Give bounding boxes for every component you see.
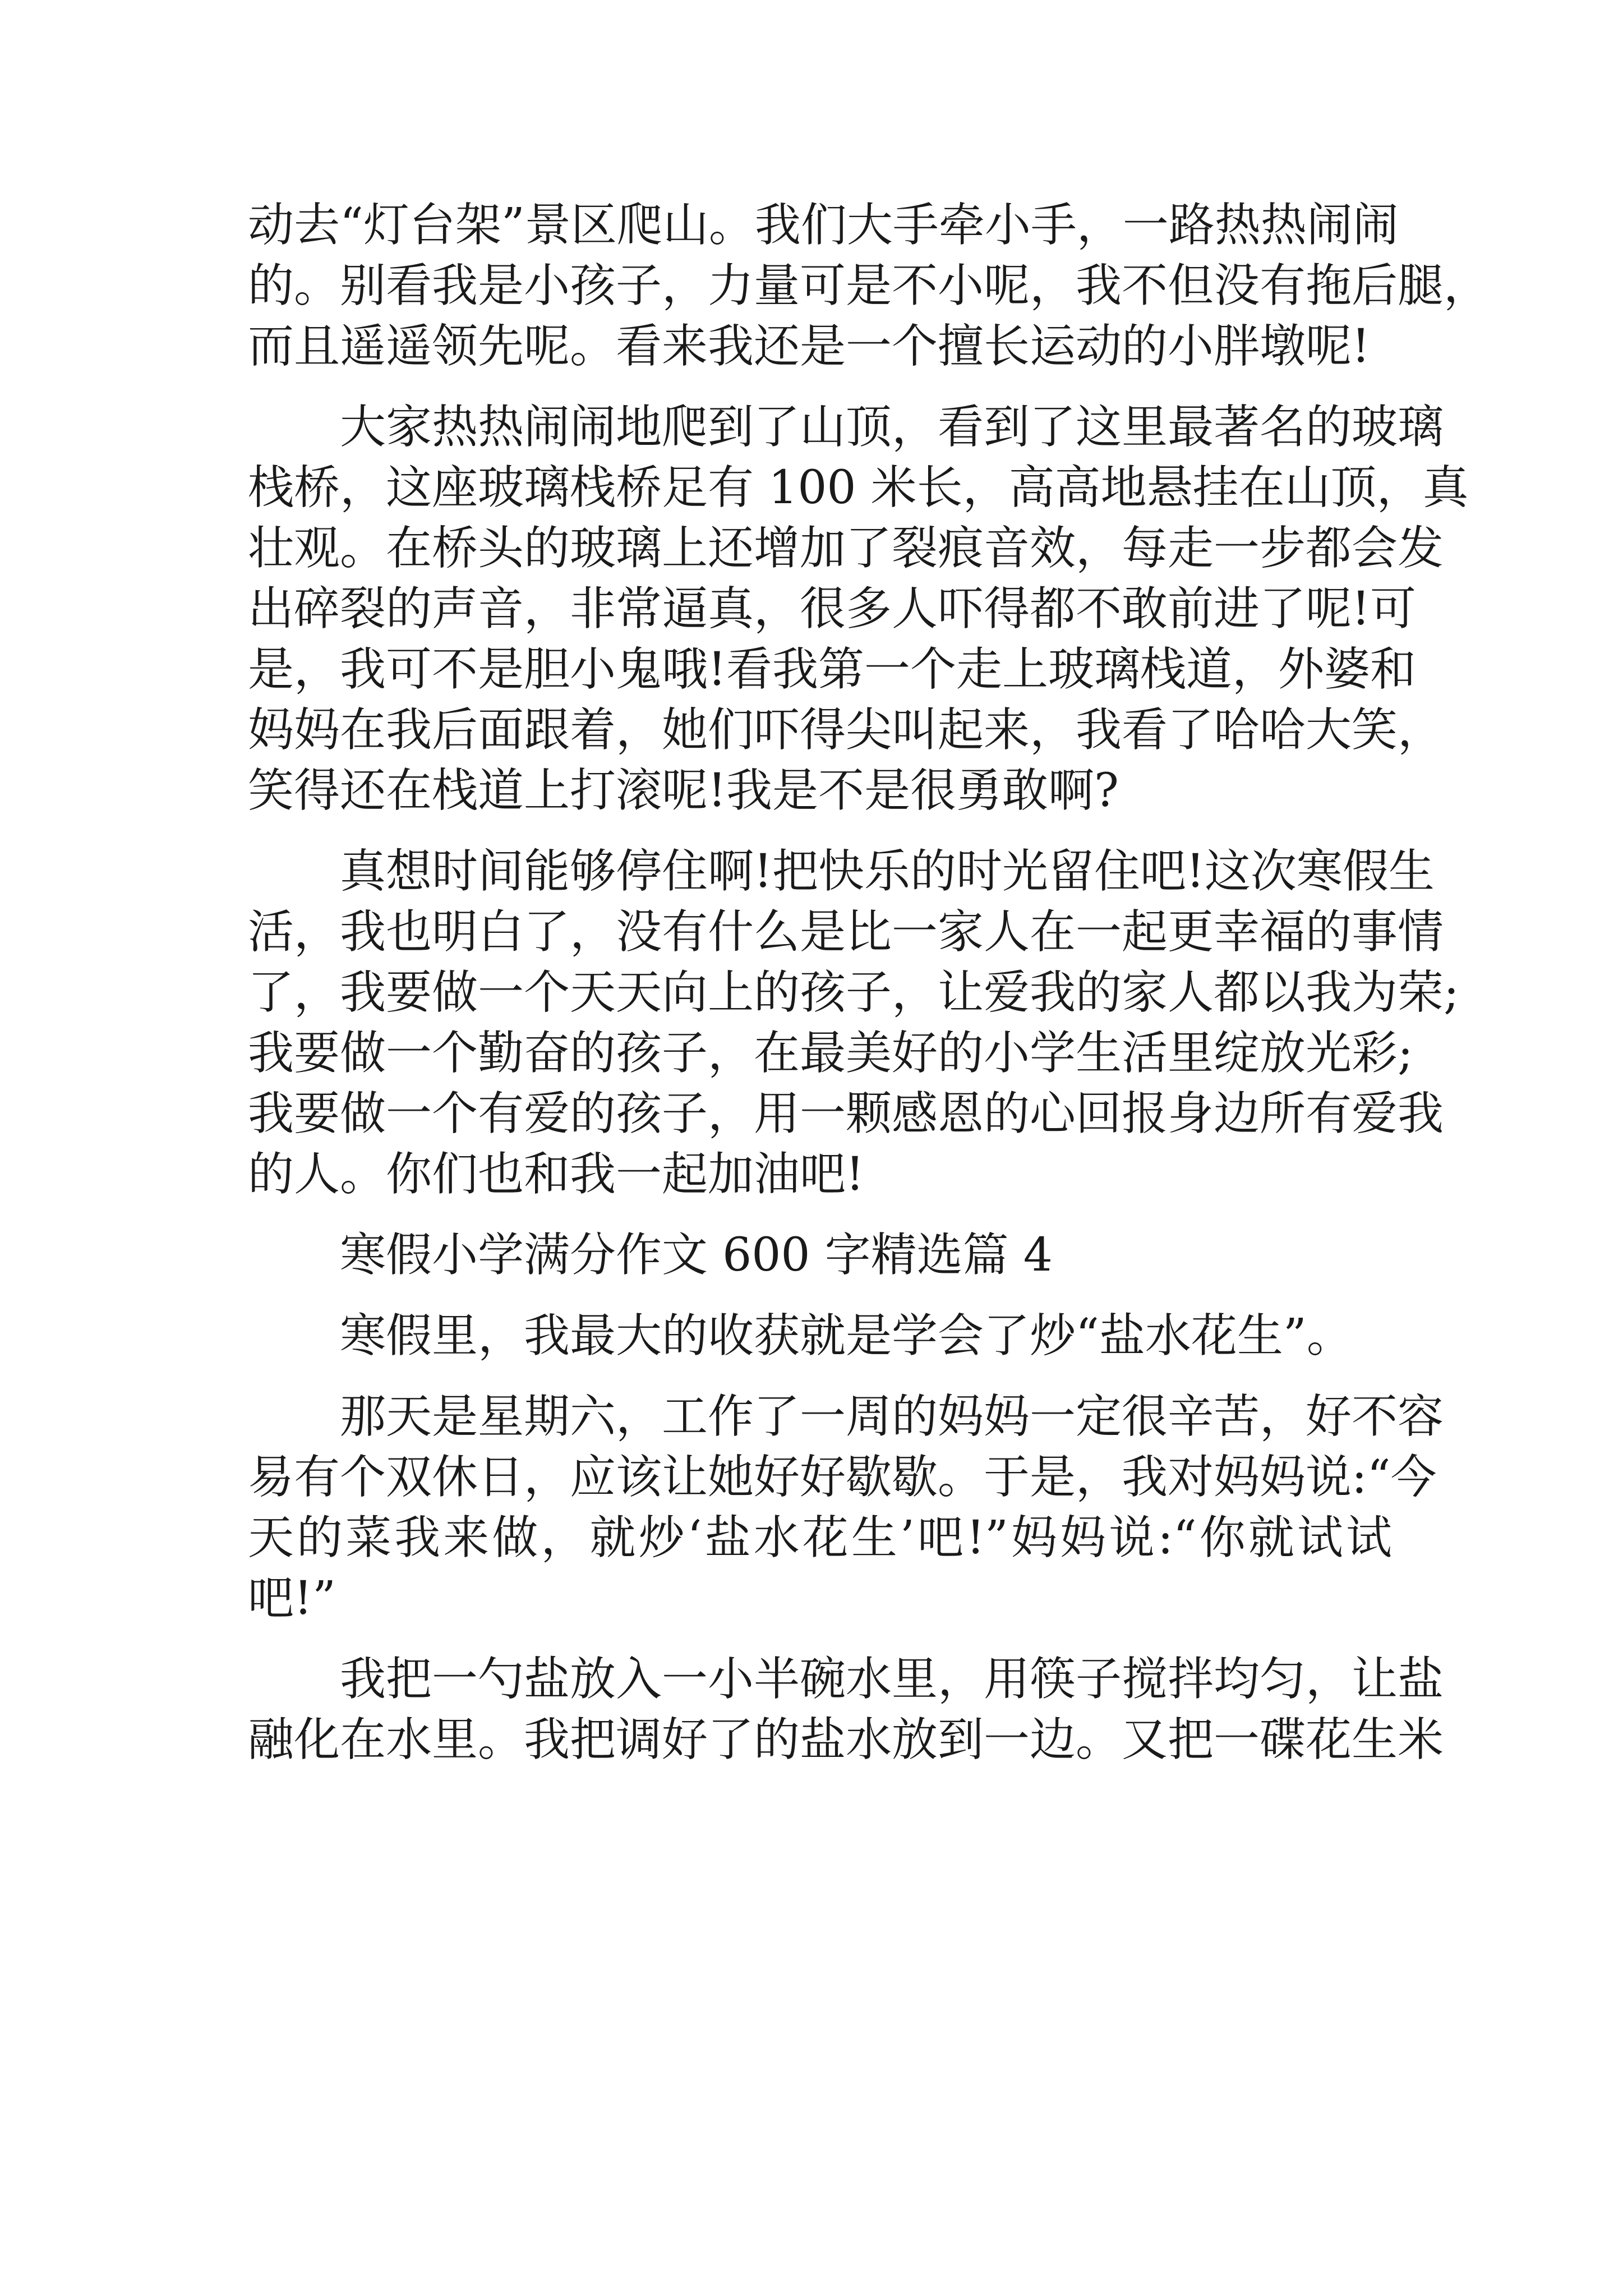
text-line: 壮观。在桥头的玻璃上还增加了裂痕音效，每走一步都会发 [248,522,1444,575]
text-line: 我把一勺盐放入一小半碗水里，用筷子搅拌均匀，让盐 [340,1653,1444,1706]
text-line: 了，我要做一个天天向上的孩子，让爱我的家人都以我为荣; [248,966,1459,1019]
text-line: 活，我也明白了，没有什么是比一家人在一起更幸福的事情 [248,905,1444,959]
text-line: 天的菜我来做，就炒‘盐水花生’吧!”妈妈说:“你就试试 [248,1511,1392,1565]
paragraph [248,397,1469,821]
paragraph [248,841,1459,1205]
text-line: 我要做一个有爱的孩子，用一颗感恩的心回报身边所有爱我 [248,1087,1444,1140]
text-line: 的。别看我是小孩子，力量可是不小呢，我不但没有拖后腿， [248,259,1490,312]
text-line: 吧!” [248,1572,336,1625]
text-line: 寒假里，我最大的收获就是学会了炒“盐水花生”。 [340,1309,1353,1363]
paragraph [248,1649,1444,1770]
text-line: 栈桥，这座玻璃栈桥足有 100 米长，高高地悬挂在山顶，真 [248,461,1469,514]
section-title [248,1225,1392,1286]
text-line: 笑得还在栈道上打滚呢!我是不是很勇敢啊? [248,764,1119,817]
text-line: 的人。你们也和我一起加油吧! [248,1148,864,1201]
paragraph [248,195,1490,377]
text-line: 大家热热闹闹地爬到了山顶，看到了这里最著名的玻璃 [340,401,1444,454]
text-line: 真想时间能够停住啊!把快乐的时光留住吧!这次寒假生 [340,845,1435,898]
text-line: 融化在水里。我把调好了的盐水放到一边。又把一碟花生米 [248,1713,1444,1766]
text-line: 而且遥遥领先呢。看来我还是一个擅长运动的小胖墩呢! [248,320,1370,373]
text-line: 那天是星期六，工作了一周的妈妈一定很辛苦，好不容 [340,1390,1444,1443]
body-text [248,195,1490,1770]
text-line: 我要做一个勤奋的孩子，在最美好的小学生活里绽放光彩; [248,1027,1413,1080]
text-line: 是，我可不是胆小鬼哦!看我第一个走上玻璃栈道，外婆和 [248,643,1416,696]
text-line: 寒假小学满分作文 600 字精选篇 4 [340,1228,1053,1282]
text-line: 动去“灯台架”景区爬山。我们大手牵小手，一路热热闹闹 [248,199,1399,252]
paragraph [248,1387,1444,1629]
text-line: 出碎裂的声音，非常逼真，很多人吓得都不敢前进了呢!可 [248,582,1416,636]
text-line: 易有个双休日，应该让她好好歇歇。于是，我对妈妈说:“今 [248,1451,1437,1504]
text-line: 妈妈在我后面跟着，她们吓得尖叫起来，我看了哈哈大笑， [248,703,1444,757]
paragraph [248,1306,1392,1366]
